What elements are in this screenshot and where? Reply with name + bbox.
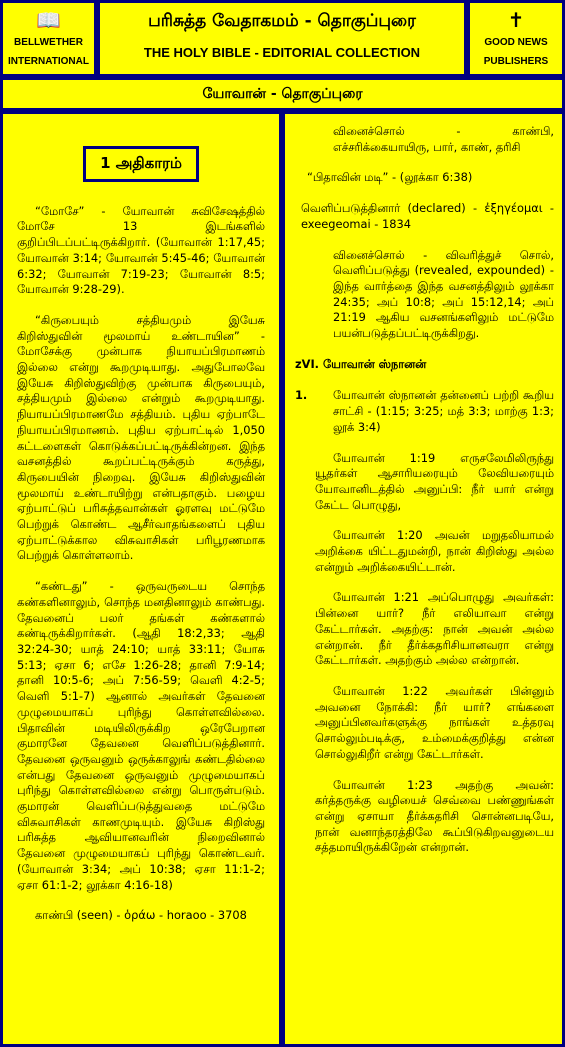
left-logo-line1: BELLWETHER — [14, 36, 83, 48]
book-icon: 📖 — [36, 7, 61, 32]
bible-icon: ✝ — [507, 7, 525, 32]
page-title-english: THE HOLY BIBLE - EDITORIAL COLLECTION — [143, 45, 421, 60]
right-logo-line2: PUBLISHERS — [483, 55, 549, 67]
paragraph-declared: வெளிப்படுத்தினார் (declared) - ἐξηγέομαι - exeegeomai - 1834 — [301, 201, 554, 231]
right-logo — [467, 0, 565, 77]
verse-john-1-23: யோவான் 1:23 அதற்கு அவன்: கர்த்தருக்கு வழியைச் செவ்வை பண்ணுங்கள் என்று ஏசாயா தீர்க்கதரிசி சொன்னபடியே, நான் வனாந்தரத்திலே கூப்பிடுகிறவனுடைய சத்தமாயிருக்கிறேன் என்றான். — [315, 777, 554, 855]
paragraph-seen: “கண்டது” - ஒருவருடைய சொந்த கண்களினாலும், சொந்த மனதினாலும் காண்பது. தேவனைப் பலர் தங்கள் கண்களால் கண்டிருக்கிறார்கள். (ஆதி 18:2,33; ஆதி 32:24-30; யாத் 24:10; யாத் 33:11; யோசு 5:13; ஏசா 6; எசே 1:26-28; தானி 7:9-14; தானி 10:5-6; அப் 7:56-59; வெளி 4:2-5; வெளி 5:1-7) ஆனால் அவர்கள் தேவனை முழுமையாகப் புரிந்து கொள்ளவில்லை. பிதாவின் மடியிலிருக்கிற ஒரேபேறான குமாரனே தேவனை வெளிப்படுத்தினார். தேவனை ஒருவனும் ஒருக்காலுங் கண்டதில்லை என்பது தேவனை ஒருவனும் முழுமையாகப் புரிந்து கொள்ளவில்லை என்று பொருள்படும். குமாரன் வெளிப்படுத்துவதை மட்டுமே விசுவாசிகள் காணமுடியும். இயேசு கிறிஸ்து பரிசுத்த ஆவியானவரின் நிறைவினால் தேவனை முழுமையாகப் புரிந்து கொண்டவர். (யோவான் 3:34; அப் 10:38; ஏசா 11:1-2; ஏசா 61:1-2; லூக்கா 4:16-18) — [17, 579, 265, 892]
paragraph-fathers-bosom: “பிதாவின் மடி” - (லூக்கா 6:38) — [307, 170, 473, 185]
verse-john-1-20: யோவான் 1:20 அவன் மறுதலியாமல் அறிக்கை யிட்டதுமன்றி, நான் கிறிஸ்து அல்ல என்றும் அறிக்கையிட்டான். — [315, 528, 554, 574]
verse-john-1-22: யோவான் 1:22 அவர்கள் பின்னும் அவனை நோக்கி: நீர் யார்? எங்களை அனுப்பினவர்களுக்கு நாங்கள் உத்தரவு சொல்லும்படிக்கு, உம்மைக்குறித்து என்ன சொல்லுகிறீர் என்று கேட்டார்கள். — [315, 683, 554, 761]
subtitle-bar — [0, 77, 565, 111]
paragraph-word-study-seen: காண்பி (seen) - ὁράω - horaoo - 3708 — [35, 908, 247, 923]
section-heading: zVI. யோவான் ஸ்நானன் — [295, 356, 427, 371]
verse-john-1-19: யோவான் 1:19 எருசலேமிலிருந்து யூதர்கள் ஆசாரியரையும் லேவியரையும் யோவானிடத்தில் அனுப்பி: நீர் யார் என்று கேட்ட பொழுது, — [315, 450, 554, 512]
paragraph-verb-declared: வினைச்சொல் - விவரித்துச் சொல், வெளிப்படுத்து (revealed, expounded) - இந்த வார்த்தை இந்த வசனத்திலும் லூக்கா 24:35; அப் 10:8; அப் 15:12,14; அப் 21:19 ஆகிய வசனங்களிலும் மட்டுமே பயன்படுத்தப்பட்டிருக்கிறது. — [333, 247, 554, 341]
paragraph-moses: “மோசே” - யோவான் சுவிசேஷத்தில் மோசே 13 இடங்களில் குறிப்பிடப்பட்டிருக்கிறார். (யோவான் 1:17,45; யோவான் 3:14; யோவான் 5:45-46; யோவான் 6:32; யோவான் 7:19-23; யோவான் 8:5; யோவான் 9:28-29). — [17, 203, 265, 297]
left-column — [0, 111, 282, 1047]
left-logo-line2: INTERNATIONAL — [8, 55, 89, 67]
page-title-tamil: பரிசுத்த வேதாகமம் - தொகுப்புரை — [148, 11, 416, 31]
right-logo-line1: GOOD NEWS — [484, 36, 548, 48]
header-title-box — [97, 0, 467, 77]
list-item-number: 1. — [295, 388, 308, 403]
list-item — [295, 388, 554, 435]
paragraph-verb-seen: வினைச்சொல் - காண்பி, எச்சரிக்கையாயிரு, பார், காண், தரிசி — [333, 124, 554, 154]
subtitle: யோவான் - தொகுப்புரை — [202, 86, 363, 102]
verse-john-1-21: யோவான் 1:21 அப்பொழுது அவர்கள்: பின்னை யார்? நீர் எலியாவா என்று கேட்டார்கள். அதற்கு: நான் அவன் அல்ல என்றான். நீர் தீர்க்கதரிசியானவரா என்று கேட்டார்கள். அதற்கும் அல்ல என்றான். — [315, 590, 554, 668]
chapter-heading: 1 அதிகாரம் — [83, 146, 199, 182]
list-item-text: யோவான் ஸ்நானன் தன்னைப் பற்றி கூறிய சாட்சி - (1:15; 3:25; மத் 3:3; மாற்கு 1:3; லூக் 3:4) — [333, 388, 554, 434]
left-logo — [0, 0, 97, 77]
paragraph-grace-truth: “கிருபையும் சத்தியமும் இயேசு கிறிஸ்துவின் மூலமாய் உண்டாயின” - மோசேக்கு முன்பாக நியாயப்பிரமாணம் இல்லை என்று கூறமுடியாது. அதுபோலவே இயேசு கிறிஸ்துவிற்கு முன்பாக கிருபையும், சத்தியமும் இல்லை என்றும் கூறமுடியாது. நியாயப்பிரமாணமே சத்தியம். புதிய ஏற்பாடே நியாயப்பிரமாணம். புதிய ஏற்பாட்டில் 1,050 கட்டளைகள் கொடுக்கப்பட்டிருக்கின்றன. இந்த வசனத்தில் கூறப்பட்டிருக்கும் கருத்து, கிருபையின் நிறைவு. இயேசு கிறிஸ்துவின் மூலமாய் உண்டாயிற்று என்பதாகும். பழைய ஏற்பாட்டுப் பரிசுத்தவான்கள் ஓரளவு மட்டுமே பெற்றுக் கொண்ட ஆசீர்வாதங்களைப் புதிய ஏற்பாட்டுக்கால விசுவாசிகள் பரிபூரணமாக பெற்றுக் கொள்ளலாம். — [17, 312, 265, 563]
right-column — [282, 111, 565, 1047]
